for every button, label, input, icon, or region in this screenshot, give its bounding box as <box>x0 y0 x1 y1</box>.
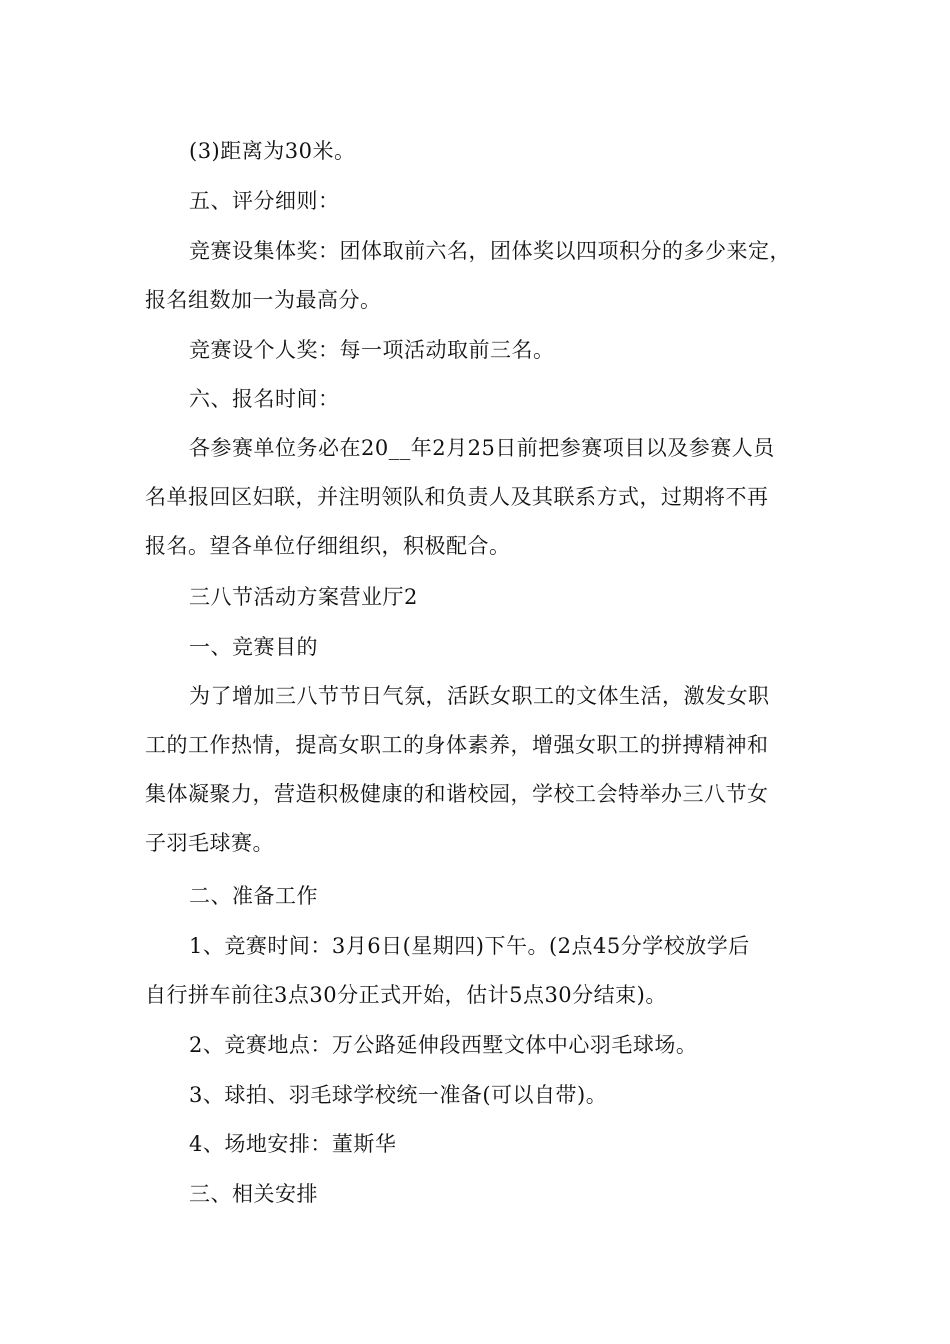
text-line: 竞赛设集体奖：团体取前六名，团体奖以四项积分的多少来定， <box>189 239 791 263</box>
paragraph-competition-time <box>145 922 810 1020</box>
paragraph-team-award <box>145 227 810 325</box>
text-line: 一、竞赛目的 <box>189 635 318 659</box>
section-title-plan-2 <box>145 573 810 622</box>
paragraph-distance <box>145 127 810 176</box>
text-line: 竞赛设个人奖：每一项活动取前三名。 <box>189 338 555 362</box>
text-line: 为了增加三八节节日气氛，活跃女职工的文体生活，激发女职 <box>189 684 770 708</box>
heading-preparation <box>145 872 810 921</box>
text-line: 报名。望各单位仔细组织，积极配合。 <box>145 534 511 558</box>
paragraph-registration-details <box>145 424 810 571</box>
text-line: 各参赛单位务必在20__年2月25日前把参赛项目以及参赛人员 <box>189 436 775 460</box>
text-line: 名单报回区妇联，并注明领队和负责人及其联系方式，过期将不再 <box>145 485 769 509</box>
text-line: (3)距离为30米。 <box>189 139 356 163</box>
paragraph-purpose-details <box>145 672 810 868</box>
text-line: 4、场地安排：董斯华 <box>189 1132 397 1156</box>
text-line: 三八节活动方案营业厅2 <box>189 585 418 609</box>
text-line: 3、球拍、羽毛球学校统一准备(可以自带)。 <box>189 1083 608 1107</box>
paragraph-competition-venue <box>145 1021 810 1070</box>
text-line: 1、竞赛时间：3月6日(星期四)下午。(2点45分学校放学后 <box>189 934 750 958</box>
text-line: 工的工作热情，提高女职工的身体素养，增强女职工的拼搏精神和 <box>145 733 769 757</box>
paragraph-individual-award <box>145 326 810 375</box>
text-line: 集体凝聚力，营造积极健康的和谐校园，学校工会特举办三八节女 <box>145 782 769 806</box>
text-line: 子羽毛球赛。 <box>145 831 274 855</box>
heading-registration-time <box>145 375 810 424</box>
text-line: 五、评分细则： <box>189 189 340 213</box>
text-line: 二、准备工作 <box>189 884 318 908</box>
text-line: 2、竞赛地点：万公路延伸段西墅文体中心羽毛球场。 <box>189 1033 698 1057</box>
heading-competition-purpose <box>145 623 810 672</box>
paragraph-venue-arrangement <box>145 1120 810 1169</box>
text-line: 自行拼车前往3点30分正式开始，估计5点30分结束)。 <box>145 983 667 1007</box>
paragraph-equipment <box>145 1071 810 1120</box>
text-line: 报名组数加一为最高分。 <box>145 288 382 312</box>
heading-related-arrangements <box>145 1170 810 1219</box>
text-line: 三、相关安排 <box>189 1182 318 1206</box>
text-line: 六、报名时间： <box>189 387 340 411</box>
heading-scoring-rules <box>145 177 810 226</box>
